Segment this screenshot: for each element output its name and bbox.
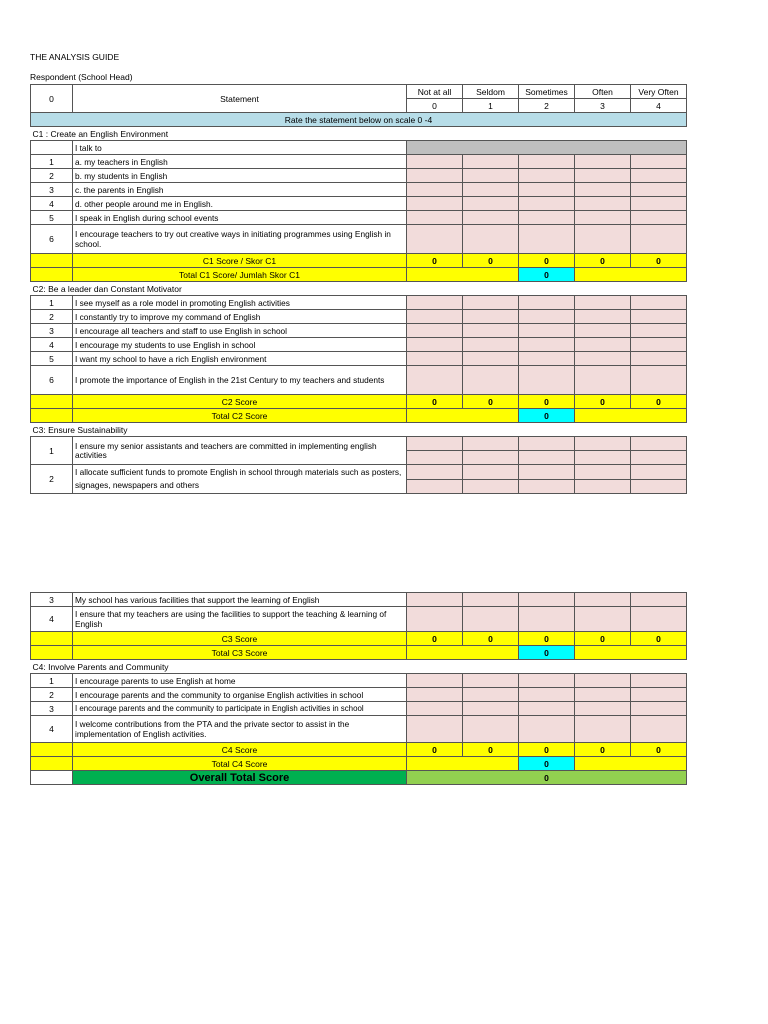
c3-score-1: 0 [463, 632, 519, 646]
statement-cell: I ensure my senior assistants and teachers are committed in implementing english activities [73, 437, 407, 465]
rating-cell[interactable] [463, 607, 519, 632]
rating-cell[interactable] [575, 352, 631, 366]
rating-cell[interactable] [463, 479, 519, 494]
c2-score-4: 0 [631, 395, 687, 409]
c3-score-label: C3 Score [73, 632, 407, 646]
analysis-table-part1 [30, 84, 687, 494]
section-c4-title: C4: Involve Parents and Community [32, 661, 169, 672]
rating-cell[interactable] [519, 716, 575, 743]
rating-cell[interactable] [463, 310, 519, 324]
rating-cell[interactable] [407, 211, 463, 225]
scale-label-4: Very Often [631, 85, 687, 99]
rating-cell[interactable] [463, 366, 519, 395]
rating-cell[interactable] [575, 169, 631, 183]
c1-score-2: 0 [519, 254, 575, 268]
respondent-label: Respondent (School Head) [30, 72, 133, 82]
rating-cell[interactable] [407, 674, 463, 688]
rating-cell[interactable] [575, 479, 631, 494]
rating-cell[interactable] [519, 366, 575, 395]
table-row: 2 b. my students in English [31, 169, 687, 183]
statement-cell: I welcome contributions from the PTA and the private sector to assist in the implementation of English activities. [73, 716, 407, 743]
rating-cell[interactable] [407, 197, 463, 211]
rating-cell[interactable] [519, 225, 575, 254]
rating-cell[interactable] [519, 479, 575, 494]
c1-intro: I talk to [73, 141, 407, 155]
scale-value-1: 1 [463, 99, 519, 113]
c2-score-3: 0 [575, 395, 631, 409]
scale-value-0: 0 [407, 99, 463, 113]
rating-cell[interactable] [631, 211, 687, 225]
rating-cell[interactable] [575, 310, 631, 324]
scale-value-4: 4 [631, 99, 687, 113]
statement-cell: c. the parents in English [73, 183, 407, 197]
rating-cell[interactable] [463, 197, 519, 211]
table-row: 1 a. my teachers in English [31, 155, 687, 169]
table-row: 4 I welcome contributions from the PTA and the private sector to assist in the implementation of English activities. [31, 716, 687, 743]
rating-cell[interactable] [519, 593, 575, 607]
rating-cell[interactable] [519, 211, 575, 225]
table-row: 6 I promote the importance of English in the 21st Century to my teachers and students [31, 366, 687, 395]
rating-cell[interactable] [407, 352, 463, 366]
scale-label-0: Not at all [407, 85, 463, 99]
rating-cell[interactable] [631, 352, 687, 366]
statement-cell: d. other people around me in English. [73, 197, 407, 211]
rating-cell[interactable] [519, 296, 575, 310]
c1-total-value: 0 [519, 268, 575, 282]
c4-score-1: 0 [463, 743, 519, 757]
rating-cell[interactable] [631, 479, 687, 494]
rating-cell[interactable] [631, 593, 687, 607]
c1-score-label: C1 Score / Skor C1 [73, 254, 407, 268]
section-c1-title: C1 : Create an English Environment [32, 128, 169, 139]
rating-cell[interactable] [463, 688, 519, 702]
rating-cell[interactable] [575, 338, 631, 352]
rating-cell[interactable] [463, 338, 519, 352]
statement-cell: My school has various facilities that support the learning of English [73, 593, 407, 607]
rating-cell[interactable] [407, 593, 463, 607]
rating-cell[interactable] [631, 169, 687, 183]
rating-cell[interactable] [575, 607, 631, 632]
rating-cell[interactable] [407, 338, 463, 352]
rating-cell[interactable] [631, 688, 687, 702]
c1-score-4: 0 [631, 254, 687, 268]
c2-total-value: 0 [519, 409, 575, 423]
scale-label-2: Sometimes [519, 85, 575, 99]
c1-score-0: 0 [407, 254, 463, 268]
statement-cell: I encourage teachers to try out creative ways in initiating programmes using English in school. [73, 225, 407, 254]
rating-cell[interactable] [575, 366, 631, 395]
table-row: 1 I encourage parents to use English at home [31, 674, 687, 688]
rating-cell[interactable] [407, 437, 463, 451]
rating-cell[interactable] [519, 465, 575, 480]
c4-total-label: Total C4 Score [73, 757, 407, 771]
c1-score-3: 0 [575, 254, 631, 268]
scale-label-3: Often [575, 85, 631, 99]
header-num: 0 [31, 85, 73, 113]
c4-score-3: 0 [575, 743, 631, 757]
table-row: 6 I encourage teachers to try out creative ways in initiating programmes using English in school. [31, 225, 687, 254]
rating-cell[interactable] [407, 225, 463, 254]
statement-cell: b. my students in English [73, 169, 407, 183]
rating-cell[interactable] [575, 437, 631, 451]
rating-cell[interactable] [575, 183, 631, 197]
c3-total-label: Total C3 Score [73, 646, 407, 660]
rating-cell[interactable] [407, 155, 463, 169]
table-row: 1 I see myself as a role model in promoting English activities [31, 296, 687, 310]
rating-cell[interactable] [407, 479, 463, 494]
rating-cell[interactable] [575, 225, 631, 254]
c3-total-value: 0 [519, 646, 575, 660]
rating-cell[interactable] [519, 197, 575, 211]
statement-cell: I speak in English during school events [73, 211, 407, 225]
rating-cell[interactable] [463, 155, 519, 169]
rating-cell[interactable] [407, 366, 463, 395]
c2-score-label: C2 Score [73, 395, 407, 409]
rating-cell[interactable] [463, 296, 519, 310]
rating-cell[interactable] [463, 674, 519, 688]
rating-cell[interactable] [463, 352, 519, 366]
rating-cell[interactable] [519, 688, 575, 702]
document-title: THE ANALYSIS GUIDE [30, 52, 120, 62]
rating-cell[interactable] [575, 702, 631, 716]
header-statement: Statement [73, 85, 407, 113]
c4-score-0: 0 [407, 743, 463, 757]
rating-cell[interactable] [463, 702, 519, 716]
rating-cell[interactable] [407, 465, 463, 480]
statement-cell: a. my teachers in English [73, 155, 407, 169]
statement-cell: I encourage parents to use English at home [73, 674, 407, 688]
rating-cell[interactable] [463, 465, 519, 480]
c2-score-1: 0 [463, 395, 519, 409]
scale-label-1: Seldom [463, 85, 519, 99]
rating-cell[interactable] [463, 437, 519, 451]
rating-cell[interactable] [575, 688, 631, 702]
rating-cell[interactable] [631, 155, 687, 169]
rating-cell[interactable] [575, 211, 631, 225]
rating-cell[interactable] [407, 324, 463, 338]
rating-cell[interactable] [519, 674, 575, 688]
rating-cell[interactable] [631, 310, 687, 324]
c2-total-label: Total C2 Score [73, 409, 407, 423]
rating-cell[interactable] [519, 183, 575, 197]
rating-cell[interactable] [631, 607, 687, 632]
overall-total-label: Overall Total Score [73, 771, 407, 785]
table-row: 1 I ensure my senior assistants and teachers are committed in implementing english activities [31, 437, 687, 451]
rating-cell[interactable] [519, 169, 575, 183]
analysis-table-part2 [30, 592, 687, 785]
rating-cell[interactable] [631, 674, 687, 688]
rating-cell[interactable] [575, 197, 631, 211]
rating-cell[interactable] [631, 225, 687, 254]
rating-cell[interactable] [631, 437, 687, 451]
rating-cell[interactable] [631, 296, 687, 310]
c4-score-2: 0 [519, 743, 575, 757]
rating-cell[interactable] [631, 465, 687, 480]
rating-cell[interactable] [407, 451, 463, 465]
table-row: 4 I encourage my students to use English in school [31, 338, 687, 352]
rating-cell[interactable] [407, 310, 463, 324]
rating-cell[interactable] [463, 169, 519, 183]
scale-value-2: 2 [519, 99, 575, 113]
rating-cell[interactable] [631, 716, 687, 743]
c3-score-0: 0 [407, 632, 463, 646]
rating-cell[interactable] [407, 169, 463, 183]
table-row: 3 I encourage parents and the community to participate in English activities in school [31, 702, 687, 716]
statement-cell: I allocate sufficient funds to promote English in school through materials such as posters, signages, newspapers and others [73, 465, 407, 494]
table-row: 2 I encourage parents and the community to organise English activities in school [31, 688, 687, 702]
rating-cell[interactable] [519, 324, 575, 338]
rating-cell[interactable] [575, 593, 631, 607]
rating-cell[interactable] [631, 197, 687, 211]
section-c3-title: C3: Ensure Sustainability [32, 424, 128, 435]
c4-total-value: 0 [519, 757, 575, 771]
rating-cell[interactable] [631, 451, 687, 465]
table-row: 4 d. other people around me in English. [31, 197, 687, 211]
rating-cell[interactable] [519, 155, 575, 169]
statement-cell: I ensure that my teachers are using the facilities to support the teaching & learning of English [73, 607, 407, 632]
table-row: 3 c. the parents in English [31, 183, 687, 197]
rating-cell[interactable] [519, 451, 575, 465]
c3-score-3: 0 [575, 632, 631, 646]
c1-total-label: Total C1 Score/ Jumlah Skor C1 [73, 268, 407, 282]
rating-cell[interactable] [519, 702, 575, 716]
c4-score-4: 0 [631, 743, 687, 757]
rating-cell[interactable] [463, 211, 519, 225]
rating-cell[interactable] [631, 702, 687, 716]
rating-cell[interactable] [575, 465, 631, 480]
statement-cell: I promote the importance of English in the 21st Century to my teachers and students [73, 366, 407, 395]
c1-score-1: 0 [463, 254, 519, 268]
rating-cell[interactable] [463, 716, 519, 743]
c4-score-label: C4 Score [73, 743, 407, 757]
rating-cell[interactable] [463, 451, 519, 465]
rating-cell[interactable] [575, 324, 631, 338]
rating-cell[interactable] [463, 593, 519, 607]
rating-cell[interactable] [519, 352, 575, 366]
rating-cell[interactable] [575, 296, 631, 310]
rating-cell[interactable] [519, 607, 575, 632]
scale-value-3: 3 [575, 99, 631, 113]
rating-cell[interactable] [575, 155, 631, 169]
table-row: 3 I encourage all teachers and staff to use English in school [31, 324, 687, 338]
statement-cell: I constantly try to improve my command of English [73, 310, 407, 324]
statement-cell: I see myself as a role model in promoting English activities [73, 296, 407, 310]
table-row: 4 I ensure that my teachers are using the facilities to support the teaching & learning of English [31, 607, 687, 632]
statement-cell: I encourage all teachers and staff to use English in school [73, 324, 407, 338]
c3-score-4: 0 [631, 632, 687, 646]
overall-total-value: 0 [407, 771, 687, 785]
c3-score-2: 0 [519, 632, 575, 646]
rating-cell[interactable] [407, 183, 463, 197]
rate-instruction: Rate the statement below on scale 0 -4 [31, 113, 687, 127]
table-row: 5 I speak in English during school events [31, 211, 687, 225]
statement-cell: I encourage my students to use English in school [73, 338, 407, 352]
rating-cell[interactable] [463, 324, 519, 338]
statement-cell: I want my school to have a rich English environment [73, 352, 407, 366]
c2-score-2: 0 [519, 395, 575, 409]
c2-score-0: 0 [407, 395, 463, 409]
rating-cell[interactable] [407, 688, 463, 702]
rating-cell[interactable] [631, 338, 687, 352]
table-row: 2 I allocate sufficient funds to promote English in school through materials such as posters, signages, newspapers and others [31, 465, 687, 480]
rating-cell[interactable] [407, 607, 463, 632]
statement-cell: I encourage parents and the community to participate in English activities in school [73, 702, 407, 716]
table-row: 2 I constantly try to improve my command of English [31, 310, 687, 324]
rating-cell[interactable] [463, 183, 519, 197]
rating-cell[interactable] [407, 702, 463, 716]
rating-cell[interactable] [631, 324, 687, 338]
rating-cell[interactable] [631, 183, 687, 197]
table-row: 3 My school has various facilities that support the learning of English [31, 593, 687, 607]
rating-cell[interactable] [519, 437, 575, 451]
rating-cell[interactable] [631, 366, 687, 395]
section-c2-title: C2: Be a leader dan Constant Motivator [32, 283, 182, 294]
rating-cell[interactable] [575, 674, 631, 688]
rating-cell[interactable] [519, 338, 575, 352]
rating-cell[interactable] [463, 225, 519, 254]
table-row: 5 I want my school to have a rich English environment [31, 352, 687, 366]
rating-cell[interactable] [575, 716, 631, 743]
statement-cell: I encourage parents and the community to organise English activities in school [73, 688, 407, 702]
rating-cell[interactable] [407, 296, 463, 310]
rating-cell[interactable] [407, 716, 463, 743]
rating-cell[interactable] [519, 310, 575, 324]
rating-cell[interactable] [575, 451, 631, 465]
